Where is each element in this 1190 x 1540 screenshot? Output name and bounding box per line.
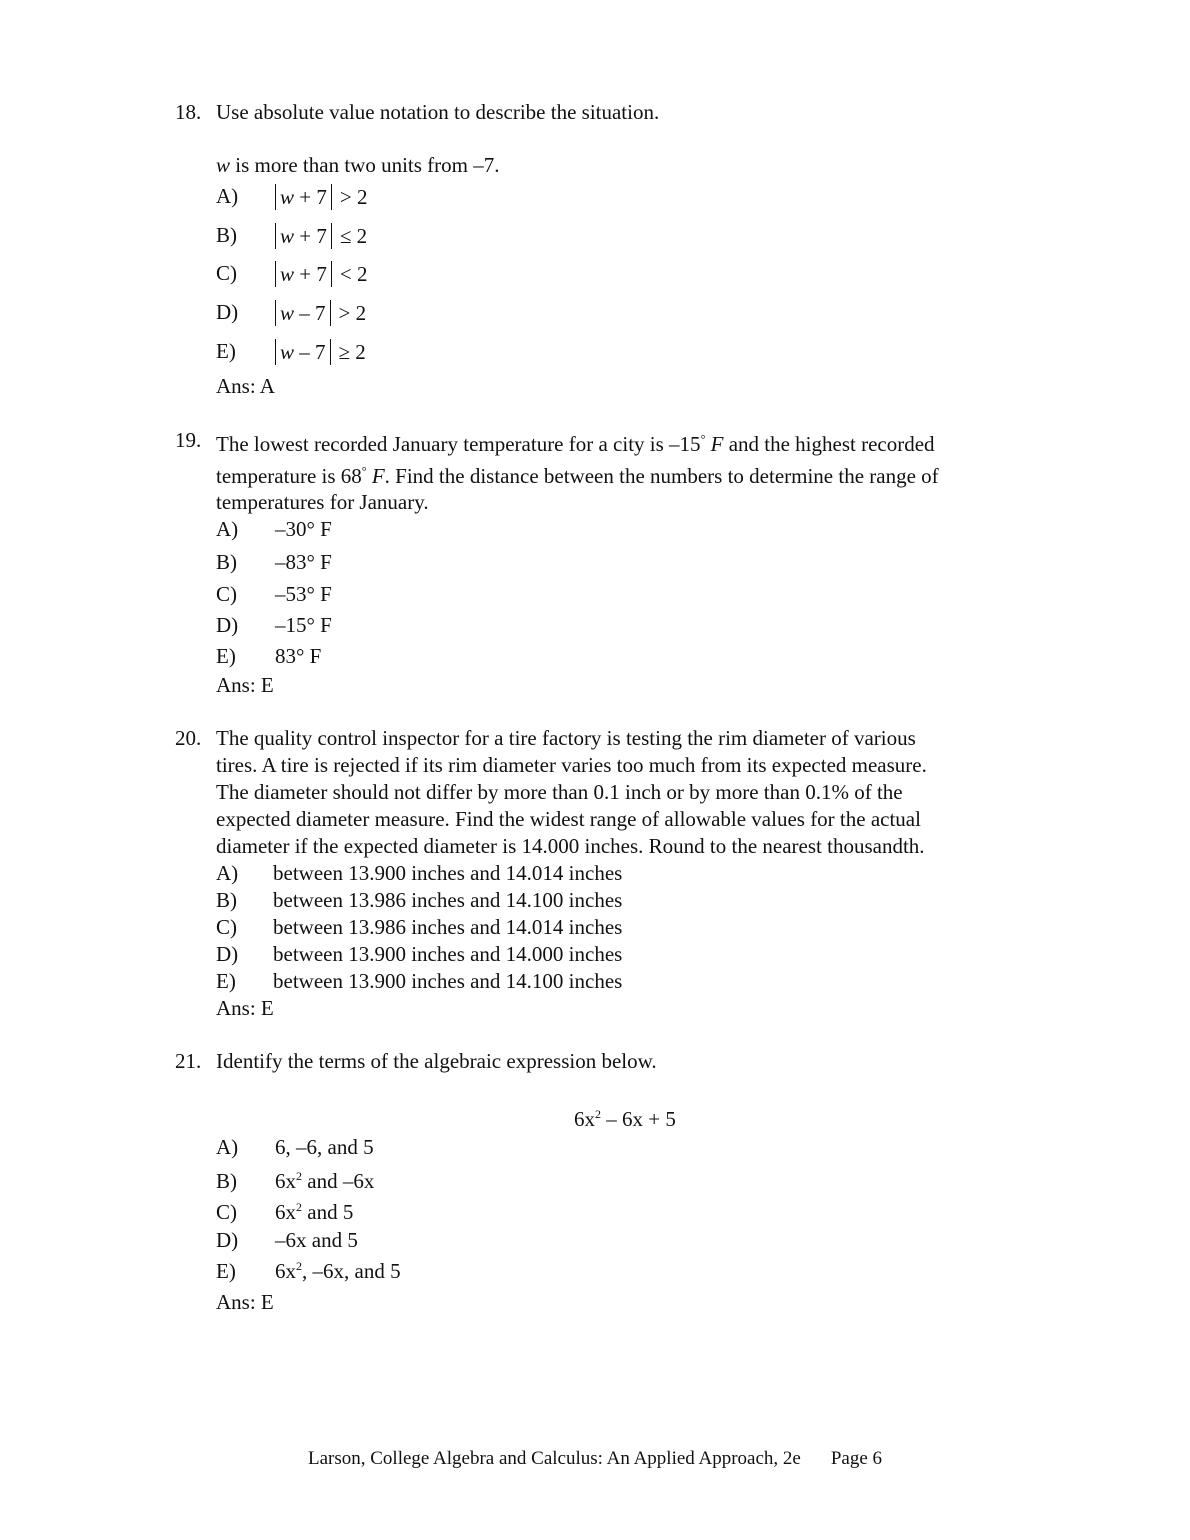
answer-option-text: –30° F: [275, 517, 332, 541]
answer-option: between 13.900 inches and 14.014 inches: [273, 861, 623, 885]
answer-option: w – 7 ≥ 2: [275, 339, 366, 365]
question-stem: The quality control inspector for a tire factory is testing the rim diameter of various: [216, 726, 916, 750]
question-stem: diameter if the expected diameter is 14.000 inches. Round to the nearest thousandth.: [216, 834, 925, 858]
question-number: 18.: [175, 100, 202, 124]
page-footer: [0, 1447, 1190, 1471]
answer-option: w + 7 > 2: [275, 184, 367, 210]
option-letter: A): [216, 184, 239, 208]
answer-option: between 13.900 inches and 14.000 inches: [273, 942, 623, 966]
option-letter: A): [216, 517, 239, 541]
footer-citation: Larson, College Algebra and Calculus: An Applied Approach, 2e: [307, 1448, 801, 1469]
question-number: 21.: [175, 1049, 202, 1073]
question-stem: The diameter should not differ by more than 0.1 inch or by more than 0.1% of the: [216, 780, 903, 804]
option-letter: C): [216, 261, 237, 285]
question-stem: temperatures for January.: [216, 490, 429, 514]
answer-option: w + 7 < 2: [275, 261, 367, 287]
answer-option: $6x^2$ and 5: [275, 1200, 354, 1224]
option-letter: D): [216, 1228, 239, 1252]
answer-option: between 13.986 inches and 14.014 inches: [273, 915, 623, 939]
answer-option: w – 7 > 2: [275, 300, 366, 326]
answer-option-text: –83° F: [275, 550, 332, 574]
answer-option: $6x^2$ and –6x: [275, 1169, 375, 1193]
option-letter: C): [216, 915, 237, 939]
answer-key: Ans: A: [216, 374, 275, 398]
option-letter: E): [216, 644, 236, 668]
answer-option-text: 83° F: [275, 644, 322, 668]
answer-option: [275, 582, 332, 606]
page-number: Page 6: [830, 1448, 883, 1469]
answer-option: between 13.986 inches and 14.100 inches: [273, 888, 623, 912]
answer-key: Ans: E: [216, 996, 274, 1020]
option-letter: E): [216, 969, 236, 993]
option-letter: D): [216, 300, 239, 324]
answer-option-text: –15° F: [275, 613, 332, 637]
option-letter: D): [216, 942, 239, 966]
answer-option: 6, –6, and 5: [275, 1135, 374, 1159]
question-stem: The lowest recorded January temperature for a city is –15° F and the highest recorded: [216, 432, 935, 456]
question-situation: w is more than two units from –7.: [216, 153, 500, 177]
option-letter: B): [216, 1169, 237, 1193]
answer-option: –6x and 5: [275, 1228, 358, 1252]
answer-option: between 13.900 inches and 14.100 inches: [273, 969, 623, 993]
option-letter: B): [216, 223, 237, 247]
answer-key: Ans: E: [216, 673, 274, 697]
answer-option-text: –53° F: [275, 582, 332, 606]
algebraic-expression: $6x^2 - 6x + 5$: [574, 1107, 676, 1131]
answer-option: [275, 644, 321, 668]
answer-option: w + 7 ≤ 2: [275, 223, 367, 249]
question-stem: expected diameter measure. Find the widest range of allowable values for the actual: [216, 807, 921, 831]
option-letter: B): [216, 550, 237, 574]
option-letter: C): [216, 582, 237, 606]
question-stem: Identify the terms of the algebraic expression below.: [216, 1049, 657, 1073]
answer-option: [275, 550, 332, 574]
answer-option: [275, 613, 332, 637]
option-letter: E): [216, 339, 236, 363]
question-number: 20.: [175, 726, 202, 750]
option-letter: D): [216, 613, 239, 637]
option-letter: A): [216, 1135, 239, 1159]
question-stem: temperature is 68° F. Find the distance between the numbers to determine the range of: [216, 464, 939, 488]
question-stem: Use absolute value notation to describe the situation.: [216, 100, 660, 124]
answer-option: $6x^2$, –6x, and 5: [275, 1259, 401, 1283]
answer-option: [275, 517, 332, 541]
question-number: 19.: [175, 428, 202, 452]
option-letter: B): [216, 888, 237, 912]
question-stem: tires. A tire is rejected if its rim diameter varies too much from its expected measure.: [216, 753, 927, 777]
option-letter: A): [216, 861, 239, 885]
answer-key: Ans: E: [216, 1290, 274, 1314]
option-letter: E): [216, 1259, 236, 1283]
option-letter: C): [216, 1200, 237, 1224]
